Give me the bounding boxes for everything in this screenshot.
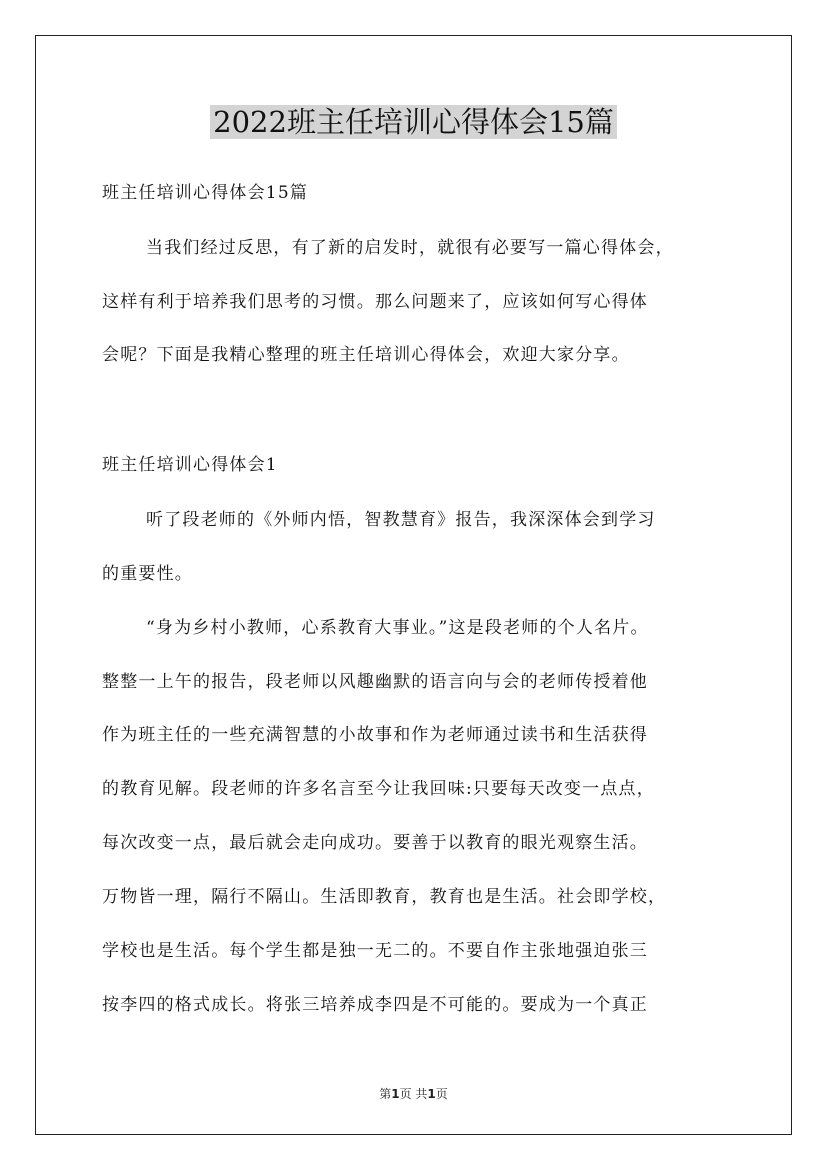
document-title <box>0 100 827 144</box>
section1-para1-line-2: 的重要性。 <box>102 564 193 584</box>
page-number: 1 <box>391 1087 400 1101</box>
section1-para2-line-5: 每次改变一点，最后就会走向成功。要善于以教育的眼光观察生活。 <box>102 833 648 853</box>
intro-line-3: 会呢？下面是我精心整理的班主任培训心得体会，欢迎大家分享。 <box>102 345 630 365</box>
page-total: 1 <box>427 1087 436 1101</box>
intro-line-1: 当我们经过反思，有了新的启发时，就很有必要写一篇心得体会， <box>146 238 674 258</box>
section1-para2-line-4: 的教育见解。段老师的许多名言至今让我回味:只要每天改变一点点， <box>102 779 655 799</box>
page-mid: 页 共 <box>399 1087 428 1101</box>
document-title-text: 2022班主任培训心得体会15篇 <box>210 105 617 139</box>
section1-para2-line-8: 按李四的格式成长。将张三培养成李四是不可能的。要成为一个真正 <box>102 995 648 1015</box>
section1-para2-line-1: “身为乡村小教师，心系教育大事业。”这是段老师的个人名片。 <box>146 618 649 638</box>
section-heading-1: 班主任培训心得体会1 <box>102 455 278 475</box>
page-prefix: 第 <box>379 1087 392 1101</box>
intro-line-2: 这样有利于培养我们思考的习惯。那么问题来了，应该如何写心得体 <box>102 292 648 312</box>
section1-para1-line-1: 听了段老师的《外师内悟，智教慧育》报告，我深深体会到学习 <box>146 510 656 530</box>
section1-para2-line-2: 整整一上午的报告，段老师以风趣幽默的语言向与会的老师传授着他 <box>102 672 648 692</box>
page-footer <box>0 1086 827 1102</box>
section1-para2-line-6: 万物皆一理，隔行不隔山。生活即教育，教育也是生活。社会即学校， <box>102 887 667 907</box>
section1-para2-line-3: 作为班主任的一些充满智慧的小故事和作为老师通过读书和生活获得 <box>102 725 648 745</box>
page-suffix: 页 <box>435 1087 448 1101</box>
section1-para2-line-7: 学校也是生活。每个学生都是独一无二的。不要自作主张地强迫张三 <box>102 941 648 961</box>
document-subtitle: 班主任培训心得体会15篇 <box>102 183 309 203</box>
